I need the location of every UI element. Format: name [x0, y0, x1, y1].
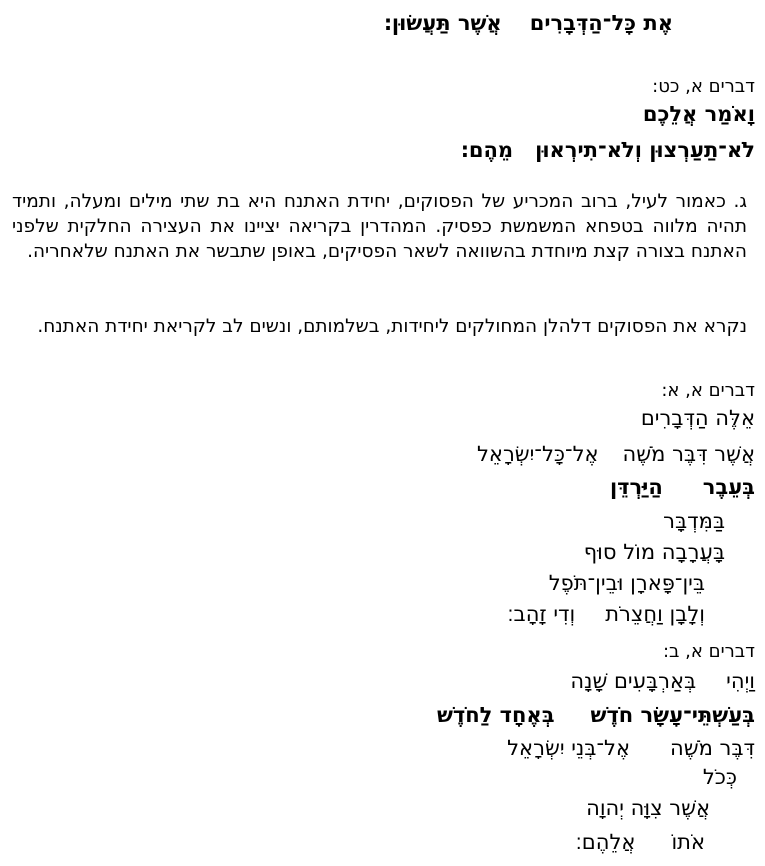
top-verse-part2: אֲשֶׁר תַּעֲשׂוּן׃	[384, 11, 502, 35]
section-c-line3	[507, 738, 755, 759]
section-c-reference: דברים א, ב:	[662, 641, 755, 662]
section-b-reference: דברים א, א:	[661, 380, 755, 401]
top-verse-line	[384, 13, 673, 34]
top-verse-part1: אֶת כָּל־הַדְּבָרִים	[529, 11, 673, 35]
section-b-line6: בֵּין־פָּארָן וּבֵין־תֹּפֶל	[548, 571, 705, 595]
section-b-line7	[507, 604, 705, 625]
section-b-line3-part1: בְּעֵבֶר	[702, 475, 755, 499]
section-c-line1	[570, 671, 755, 692]
section-a-line1: וָאֹמַר אֲלֵכֶם	[642, 102, 755, 126]
section-c-line1-part2: בְּאַרְבָּעִים שָׁנָה	[570, 669, 697, 693]
section-b-line4: בַּמִּדְבָּר	[663, 509, 725, 533]
section-c-line1-part1: וַיְהִי	[726, 669, 755, 693]
section-c-line3-part2: אֶל־בְּנֵי יִשְׂרָאֵל	[507, 736, 630, 760]
section-c-line2-part2: בְּאֶחָד לַחֹדֶשׁ	[436, 703, 555, 727]
section-b-line2	[477, 444, 755, 465]
section-c-line5: אֲשֶׁר צִוָּה יְהוָה	[586, 796, 710, 820]
section-b-line5: בָּעֲרָבָה מוֹל סוּף	[583, 540, 725, 564]
section-a-line2-part1: לֹא־תַעַרְצוּן וְלֹא־תִירְאוּן	[535, 138, 755, 162]
section-b-line2-part1: אֲשֶׁר דִּבֶּר מֹשֶׁה	[622, 442, 755, 466]
section-b-line7-part2: וְדִי זָהָב׃	[507, 602, 576, 626]
section-a-line2	[461, 140, 755, 161]
section-b-line7-part1: וְלָבָן וַחֲצֵרֹת	[605, 602, 705, 626]
section-c-line2-part1: בְּעַשְׁתֵּי־עָשָׂר חֹדֶשׁ	[590, 703, 755, 727]
paragraph-1: ג. כאמור לעיל, ברוב המכריע של הפסוקים, יחידת האתנח היא בת שתי מילים ומעלה, ותמיד תהיה מלווה בטפחא המשמשת כפסיק. המהדרין בקריאה יציינו את העצירה החלקית שלפני האתנח בצורה קצת מיוחדת בהשוואה לשאר הפסיקים, באופן שתבשר את האתנח שלאחריה.	[12, 191, 747, 262]
section-c-line6-part1: אֹתוֹ	[671, 830, 705, 854]
section-c-line2	[437, 705, 755, 726]
section-b-line3-part2: הַיַּרְדֵּן	[609, 475, 663, 499]
section-c-line4: כְּכֹל	[702, 765, 737, 789]
section-b-line2-part2: אֶל־כָּל־יִשְׂרָאֵל	[476, 442, 599, 466]
section-a-reference: דברים א, כט:	[652, 76, 755, 97]
section-b-line1: אֵלֶּה הַדְּבָרִים	[640, 406, 755, 430]
section-c-line6-part2: אֲלֵהֶם׃	[575, 830, 636, 854]
section-c-line3-part1: דִּבֶּר מֹשֶׁה	[670, 736, 755, 760]
paragraph-2: נקרא את הפסוקים דלהלן המחולקים ליחידות, בשלמותם, ונשים לב לקריאת יחידת האתנח.	[37, 316, 747, 337]
section-c-line6	[576, 832, 705, 853]
section-a-line2-part2: מֵהֶם׃	[461, 138, 514, 162]
section-b-line3	[610, 477, 755, 498]
